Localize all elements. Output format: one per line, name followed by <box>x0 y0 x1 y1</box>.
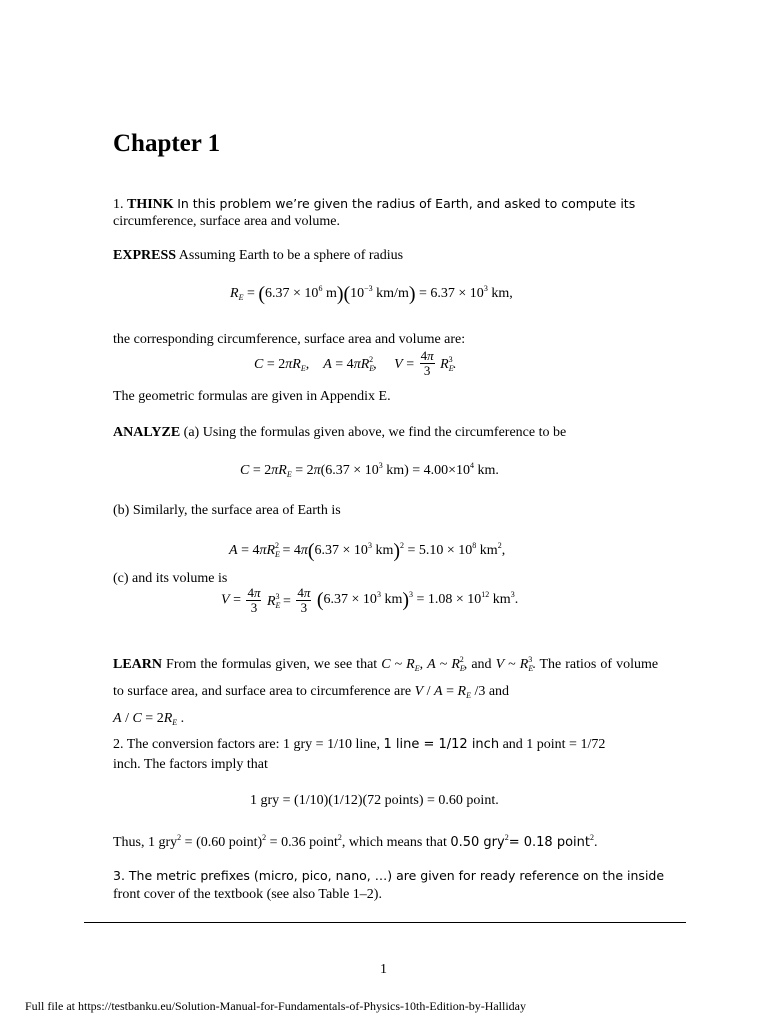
part-c-text: (c) and its volume is <box>113 571 228 586</box>
think-text: In this problem we’re given the radius of Earth, and asked to compute its <box>177 196 636 211</box>
factor-line-inch: 1 line = 1/12 inch <box>383 737 500 752</box>
problem-1-think <box>113 194 658 214</box>
equation-gry-point: 1 gry = (1/10)(1/12)(72 points) = 0.60 point. <box>250 793 499 808</box>
thus-final: 0.50 gry <box>450 835 505 850</box>
page-number: 1 <box>380 962 387 977</box>
equation-formulas: $C = 2\pi R_E$, $A = 4\pi R_E^2$, V = $\frac{4\pi}{3}$ $R_E^3$. <box>254 348 457 378</box>
learn-paragraph: LEARN From the formulas given, we see that C ~ $R_E$, A ~ $R_E^2$, and V ~ $R_E^3$. The ratios of volume to surface area, and surface area to circumference are $V / A = R_E$ /3 and $A / C = 2R_E$ . <box>113 655 659 727</box>
problem-3-line-2: front cover of the textbook (see also Table 1–2). <box>113 887 382 902</box>
geometric-text: The geometric formulas are given in Appendix E. <box>113 389 391 404</box>
express-label: EXPRESS <box>113 248 177 263</box>
think-label: THINK <box>127 197 174 212</box>
factor-gry-line: 1 gry = 1/10 line <box>283 737 377 752</box>
thus-final-b: = 0.18 point <box>508 835 590 850</box>
p2-intro-text: 2. The conversion factors are: <box>113 737 280 752</box>
part-b-text: (b) Similarly, the surface area of Earth is <box>113 503 341 518</box>
problem-2-intro: 2. The conversion factors are: 1 gry = 1/10 line, 1 line = 1/12 inch and 1 point = 1/72 <box>113 737 606 752</box>
chapter-title: Chapter 1 <box>113 130 221 157</box>
problem-number: 1. <box>113 197 124 212</box>
analyze-paragraph <box>113 423 566 442</box>
problem-2-thus: Thus, 1 gry$^2$ = (0.60 point)$^2$ = 0.36 point$^2$, which means that 0.50 gry$^2$= 0.18 point$^2$. <box>113 833 598 850</box>
thus-a: Thus, 1 gry <box>113 835 178 850</box>
problem-2-cont: inch. The factors imply that <box>113 757 268 772</box>
thus-d: , which means that <box>341 835 447 850</box>
problem-3-line-1: 3. The metric prefixes (micro, pico, nano, …) are given for ready reference on the inside <box>113 868 665 883</box>
equation-circumference: $C = 2\pi R_E = 2\pi(6.37 \times 10^3$ $km) = 4.00\times 10^4$ km. <box>240 461 499 479</box>
analyze-label: ANALYZE <box>113 425 181 440</box>
express-text: Assuming Earth to be a sphere of radius <box>178 248 404 263</box>
equation-area: $A = 4\pi R_E^2 = 4\pi(6.37 \times 10^3$ $km)^2 = 5.10 \times 10^8$ $km^2$, <box>229 540 506 562</box>
source-line: Full file at https://testbanku.eu/Solution-Manual-for-Fundamentals-of-Physics-10th-Edition-by-Halliday <box>25 999 527 1013</box>
learn-text-2: The ratios <box>539 657 597 672</box>
express-paragraph <box>113 246 403 265</box>
learn-text-3: of volume to surface area, and surface area to circumference are <box>113 657 659 699</box>
learn-text-1: From the formulas given, we see that <box>166 657 378 672</box>
footer-divider <box>84 922 686 923</box>
thus-c: = 0.36 point <box>269 835 338 850</box>
thus-b: = (0.60 point) <box>184 835 263 850</box>
think-text-2: circumference, surface area and volume. <box>113 214 340 229</box>
factor-point: and 1 point = 1/72 <box>502 737 606 752</box>
equation-radius: $R_E = (6.37 \times 10^6$ $m)(10^{-3}$ $km/m) = 6.37 \times 10^3$ km, <box>230 283 513 305</box>
learn-and: and <box>488 684 510 699</box>
learn-label: LEARN <box>113 657 163 672</box>
equation-volume: V = $\frac{4\pi}{3}$ $R_E^3$ = $\frac{4\pi}{3}$ ($6.37 \times 10^3$ $km)^3 = 1.08 \times 10^{12}$ $km^3$. <box>221 585 519 615</box>
corresponding-text: the corresponding circumference, surface area and volume are: <box>113 332 466 347</box>
analyze-text: (a) Using the formulas given above, we find the circumference to be <box>183 425 567 440</box>
